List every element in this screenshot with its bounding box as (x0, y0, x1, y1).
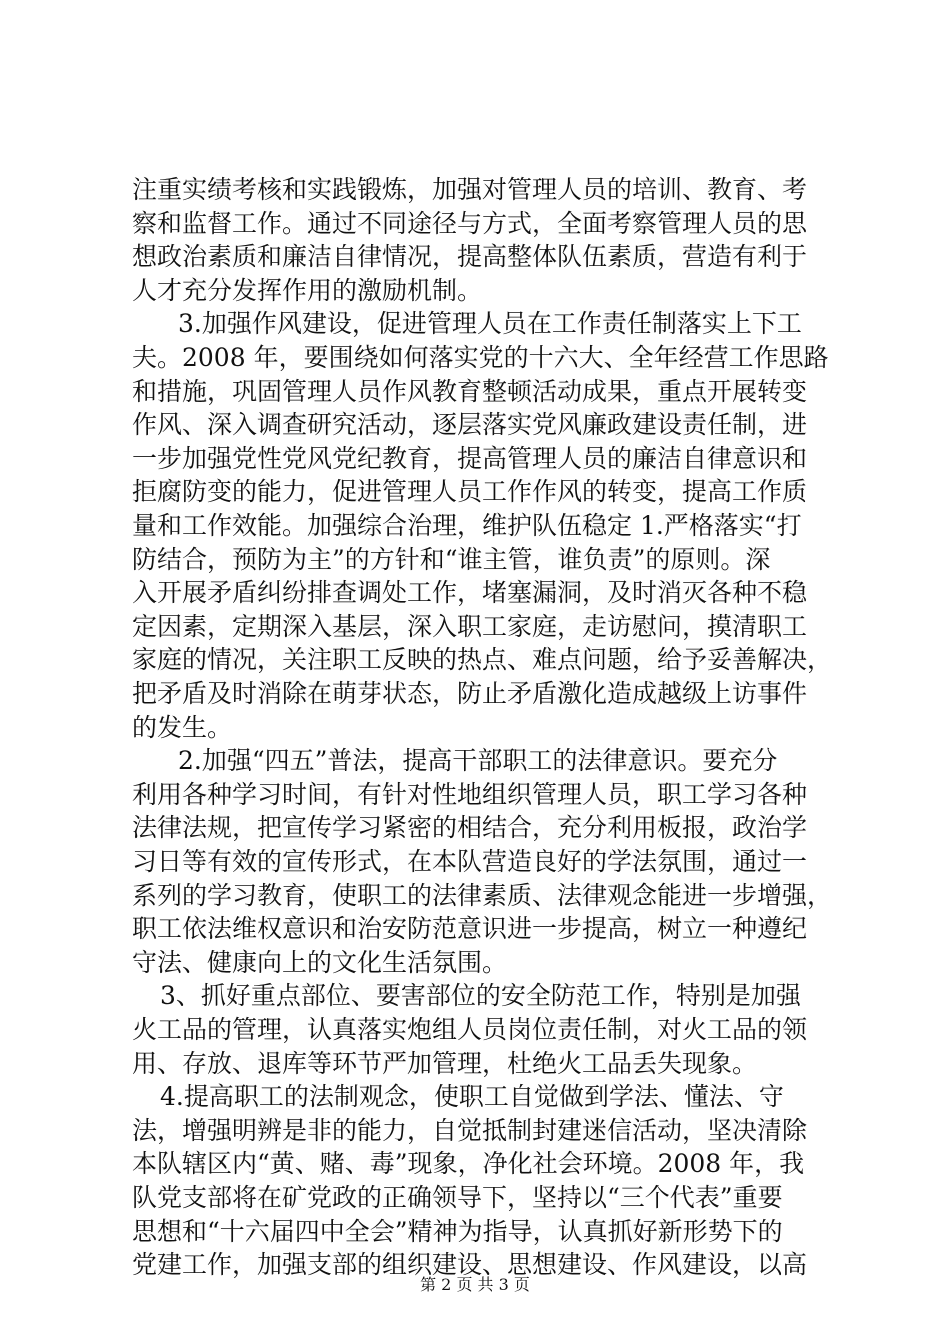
text-line: 职工依法维权意识和治安防范意识进一步提高，树立一种遵纪 (132, 914, 808, 944)
text-line: 党建工作，加强支部的组织建设、思想建设、作风建设，以高 (132, 1250, 808, 1280)
text-line: 习日等有效的宣传形式，在本队营造良好的学法氛围，通过一 (132, 847, 808, 876)
text-line: 2.加强“四五”普法，提高干部职工的法律意识。要充分 (178, 746, 778, 776)
text-line: 察和监督工作。通过不同途径与方式，全面考察管理人员的思 (132, 208, 808, 238)
text-line: 人才充分发挥作用的激励机制。 (132, 275, 483, 305)
text-line: 一步加强党性党风党纪教育，提高管理人员的廉洁自律意识和 (132, 443, 808, 473)
text-line: 和措施，巩固管理人员作风教育整顿活动成果，重点开展转变 (132, 376, 808, 406)
text-line: 用、存放、退库等环节严加管理，杜绝火工品丢失现象。 (132, 1048, 758, 1078)
text-line: 想政治素质和廉洁自律情况，提高整体队伍素质，营造有利于 (132, 242, 808, 272)
text-line: 本队辖区内“黄、赌、毒”现象，净化社会环境。2008 年，我 (132, 1149, 805, 1179)
text-line: 4.提高职工的法制观念，使职工自觉做到学法、懂法、守 (160, 1082, 784, 1112)
text-line: 把矛盾及时消除在萌芽状态，防止矛盾激化造成越级上访事件 (132, 679, 808, 708)
text-line: 拒腐防变的能力，促进管理人员工作作风的转变，提高工作质 (132, 477, 808, 507)
text-line: 法，增强明辨是非的能力，自觉抵制封建迷信活动，坚决清除 (132, 1115, 808, 1145)
text-line: 队党支部将在矿党政的正确领导下，坚持以“三个代表”重要 (132, 1183, 783, 1212)
text-line: 3、抓好重点部位、要害部位的安全防范工作，特别是加强 (160, 981, 801, 1011)
text-line: 系列的学习教育，使职工的法律素质、法律观念能进一步增强， (132, 880, 832, 910)
text-line: 守法、健康向上的文化生活氛围。 (132, 947, 508, 977)
text-line: 家庭的情况，关注职工反映的热点、难点问题，给予妥善解决， (132, 645, 832, 675)
text-line: 利用各种学习时间，有针对性地组织管理人员，职工学习各种 (132, 779, 808, 809)
text-line: 3.加强作风建设，促进管理人员在工作责任制落实上下工 (178, 309, 802, 339)
text-line: 思想和“十六届四中全会”精神为指导，认真抓好新形势下的 (132, 1216, 783, 1246)
text-line: 入开展矛盾纠纷排查调处工作，堵塞漏洞，及时消灭各种不稳 (132, 578, 808, 608)
text-line: 定因素，定期深入基层，深入职工家庭，走访慰问，摸清职工 (132, 611, 808, 641)
text-line: 夫。2008 年，要围绕如何落实党的十六大、全年经营工作思路 (132, 343, 829, 372)
text-line: 火工品的管理，认真落实炮组人员岗位责任制，对火工品的领 (132, 1015, 808, 1044)
text-line: 法律法规，把宣传学习紧密的相结合，充分利用板报，政治学 (132, 813, 808, 843)
text-line: 注重实绩考核和实践锻炼，加强对管理人员的培训、教育、考 (132, 175, 808, 204)
text-line: 的发生。 (132, 712, 233, 742)
text-line: 量和工作效能。加强综合治理，维护队伍稳定 1.严格落实“打 (132, 511, 802, 540)
page-number-footer: 第 2 页 共 3 页 (420, 1275, 530, 1294)
text-line: 作风、深入调查研究活动，逐层落实党风廉政建设责任制，进 (132, 410, 808, 440)
text-line: 防结合，预防为主”的方针和“谁主管，谁负责”的原则。深 (132, 544, 771, 574)
